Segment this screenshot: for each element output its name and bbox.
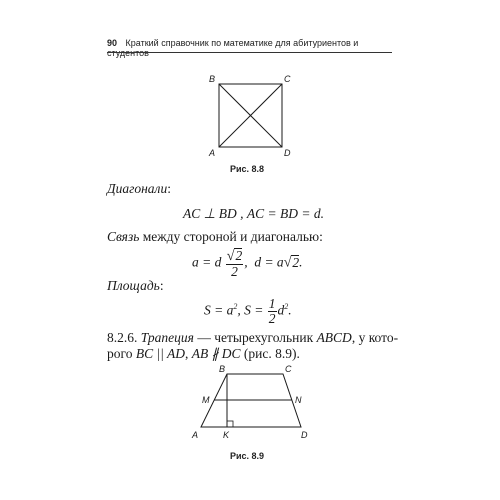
vertex-a-label: A (192, 430, 199, 440)
diagonals-formula: AC ⊥ BD , AC = BD = d. (183, 206, 324, 221)
relation-formula: a = d $\frac{√2}{2}$ , d = a√2. (192, 248, 303, 279)
diagonals-label: Диагонали (107, 181, 168, 196)
vertex-c-label: C (285, 364, 292, 374)
vertex-b-label: B (219, 364, 226, 374)
vertex-b-label: B (209, 74, 216, 84)
trapezoid-diagram (188, 363, 318, 445)
diagonals-heading: Диагонали: (107, 181, 171, 196)
trapezoid-term: Трапеция (140, 330, 194, 345)
vertex-n-label: N (295, 395, 302, 405)
figure-8-9 (188, 363, 318, 445)
square-diagram (205, 72, 295, 157)
right-angle-mark (227, 421, 233, 427)
vertex-k-label: K (223, 430, 230, 440)
trapezoid-definition-line-1: 8.2.6. Трапеция — четырехугольник ABCD, у кото- (107, 330, 399, 345)
figure-8-8-caption: Рис. 8.8 (230, 164, 265, 174)
relation-label: Связь (107, 229, 140, 244)
fraction-sqrt2-over-2: $\frac{√2}{2}$ (226, 248, 243, 279)
page-number: 90 (107, 38, 118, 48)
area-label: Площадь (107, 278, 160, 293)
vertex-a-label: A (209, 148, 216, 157)
header-rule (107, 52, 392, 53)
figure-8-9-caption: Рис. 8.9 (230, 451, 265, 461)
vertex-m-label: M (202, 395, 210, 405)
formula-equal-diagonals: AC = BD = d. (246, 206, 324, 221)
figure-8-8 (205, 72, 295, 157)
vertex-d-label: D (301, 430, 308, 440)
running-header (107, 38, 392, 58)
relation-heading: Связь между стороной и диагональю: (107, 229, 323, 244)
fraction-one-half: $\frac{1}{2}$ (268, 295, 276, 326)
vertex-d-label: D (284, 148, 291, 157)
formula-perpendicular: AC ⊥ BD (183, 206, 237, 221)
section-number: 8.2.6. (107, 330, 138, 345)
vertex-c-label: C (284, 74, 291, 84)
area-formula: $S = a^2$, S = $\frac{1}{2}$ $d^2$. (204, 295, 292, 326)
trapezoid-definition-line-2: рого BC || AD, AB ∦ DC (рис. 8.9). (107, 346, 300, 361)
area-heading: Площадь: (107, 278, 164, 293)
header-title: Краткий справочник по математике для абитуриентов и студентов (107, 38, 359, 58)
